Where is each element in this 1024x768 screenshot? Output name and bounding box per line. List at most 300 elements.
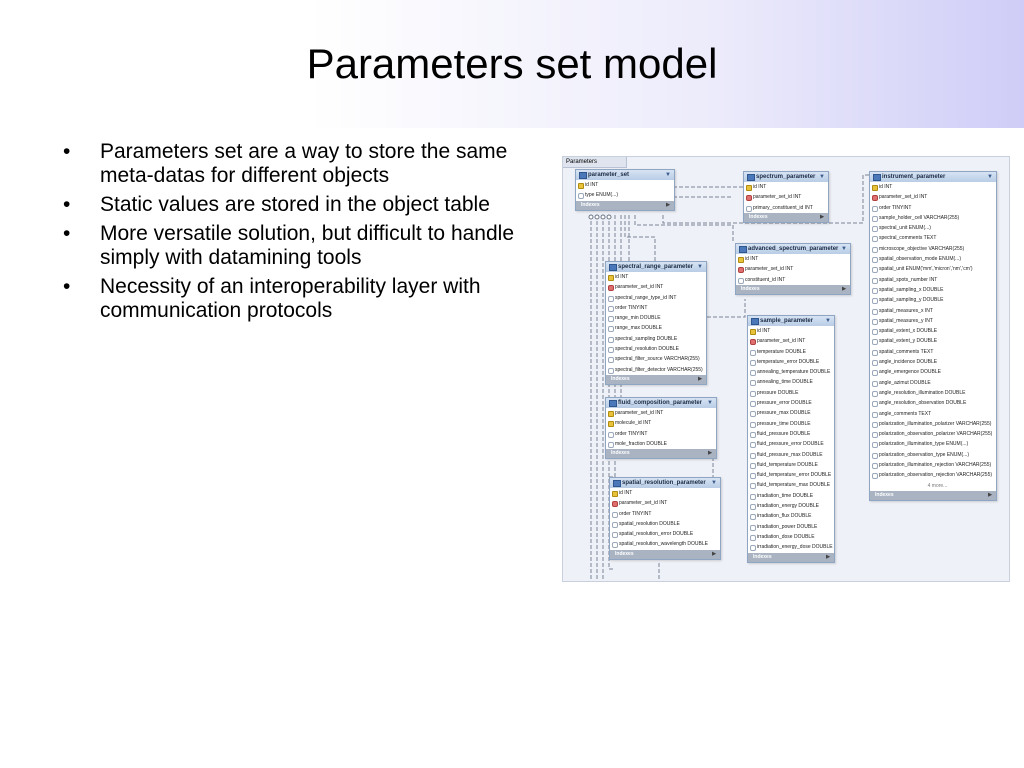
table-name: spectral_range_parameter	[618, 264, 694, 270]
column-row[interactable]	[870, 254, 996, 264]
column-row[interactable]	[606, 354, 706, 364]
table-header[interactable]	[748, 316, 834, 326]
column-text: angle_resolution_observation DOUBLE	[879, 400, 967, 407]
column-row[interactable]	[870, 336, 996, 346]
bullet-text: Necessity of an interoperability layer with communication protocols	[100, 275, 481, 322]
column-icon	[872, 401, 878, 407]
column-row[interactable]	[748, 347, 834, 357]
table-menu-chevron-icon[interactable]: ▼	[665, 172, 671, 178]
table-name: spectrum_parameter	[756, 174, 816, 180]
column-row[interactable]	[748, 501, 834, 511]
column-icon	[608, 432, 614, 438]
column-row[interactable]	[870, 481, 996, 491]
column-text: microscope_objective VARCHAR(255)	[879, 245, 965, 252]
column-text: parameter_set_id INT	[615, 284, 664, 291]
bullet-item	[60, 222, 540, 270]
column-row[interactable]	[870, 203, 996, 213]
column-icon	[750, 453, 756, 459]
table-menu-chevron-icon[interactable]: ▼	[987, 174, 993, 180]
foreign-key-icon	[612, 501, 618, 507]
column-row[interactable]	[748, 522, 834, 532]
table-menu-chevron-icon[interactable]: ▼	[707, 400, 713, 406]
column-icon	[608, 442, 614, 448]
column-icon	[872, 412, 878, 418]
column-row[interactable]	[748, 336, 834, 346]
column-icon	[750, 360, 756, 366]
column-icon	[872, 216, 878, 222]
table-header[interactable]	[606, 262, 706, 272]
table-menu-chevron-icon[interactable]: ▼	[819, 174, 825, 180]
column-row[interactable]	[748, 470, 834, 480]
foreign-key-icon	[746, 195, 752, 201]
table-icon	[609, 264, 617, 271]
primary-key-icon	[608, 275, 614, 281]
column-icon	[872, 350, 878, 356]
column-text: order TINYINT	[615, 430, 648, 437]
bullet-dot-icon: •	[63, 193, 71, 216]
column-text: fluid_temperature_max DOUBLE	[757, 482, 831, 489]
column-text: angle_incidence DOUBLE	[879, 359, 938, 366]
table-spectrum-parameter[interactable]	[743, 171, 829, 223]
expand-arrow-icon[interactable]: ▶	[826, 553, 830, 560]
column-icon	[872, 298, 878, 304]
indexes-label: Indexes	[753, 553, 772, 560]
column-icon	[612, 542, 618, 548]
column-icon	[608, 316, 614, 322]
primary-key-icon	[578, 183, 584, 189]
column-row[interactable]	[870, 316, 996, 326]
table-icon	[739, 246, 747, 253]
column-row[interactable]	[744, 182, 828, 192]
table-menu-chevron-icon[interactable]: ▼	[697, 264, 703, 270]
column-icon	[750, 411, 756, 417]
column-text: order TINYINT	[879, 204, 912, 211]
column-text: fluid_temperature_error DOUBLE	[757, 472, 832, 479]
bullet-text: More versatile solution, but difficult to handle simply with datamining tools	[100, 222, 515, 269]
column-text: 4 more...	[927, 482, 948, 489]
table-menu-chevron-icon[interactable]: ▼	[711, 480, 717, 486]
column-text: pressure_time DOUBLE	[757, 420, 811, 427]
table-name: fluid_composition_parameter	[618, 400, 703, 406]
column-text: pressure DOUBLE	[757, 389, 799, 396]
indexes-label: Indexes	[875, 491, 894, 498]
column-icon	[872, 463, 878, 469]
diagram-tab[interactable]: Parameters	[563, 157, 627, 168]
column-row[interactable]	[748, 388, 834, 398]
table-spectral-range-parameter[interactable]	[605, 261, 707, 385]
column-icon	[872, 370, 878, 376]
column-row[interactable]	[870, 306, 996, 316]
column-icon	[612, 532, 618, 538]
column-icon	[872, 453, 878, 459]
column-row[interactable]	[606, 429, 716, 439]
column-row[interactable]	[870, 429, 996, 439]
column-text: order TINYINT	[619, 510, 652, 517]
column-text: pressure_max DOUBLE	[757, 410, 811, 417]
column-text: spectral_range_type_id INT	[615, 294, 677, 301]
column-text: parameter_set_id INT	[879, 194, 928, 201]
bullet-item	[60, 193, 540, 217]
table-icon	[747, 174, 755, 181]
column-text: id INT	[615, 274, 629, 280]
column-row[interactable]	[748, 377, 834, 387]
column-icon	[608, 296, 614, 302]
column-icon	[872, 473, 878, 479]
er-diagram	[562, 156, 1010, 582]
column-icon	[750, 463, 756, 469]
column-text: irradiation_dose DOUBLE	[757, 533, 815, 540]
column-text: spectral_comments TEXT	[879, 235, 937, 242]
column-row[interactable]	[748, 429, 834, 439]
column-text: polarization_illumination_type ENUM(...)	[879, 441, 969, 448]
column-text: polarization_illumination_polarizer VARCHAR(255)	[879, 420, 992, 427]
column-row[interactable]	[748, 450, 834, 460]
bullet-text: Parameters set are a way to store the same meta-datas for different objects	[100, 140, 508, 187]
column-row[interactable]	[870, 213, 996, 223]
column-row[interactable]	[610, 539, 720, 549]
column-icon	[750, 494, 756, 500]
table-menu-chevron-icon[interactable]: ▼	[825, 318, 831, 324]
table-spatial-resolution-parameter[interactable]	[609, 477, 721, 560]
column-row[interactable]	[870, 388, 996, 398]
column-text: spatial_resolution_wavelength DOUBLE	[619, 541, 708, 548]
column-icon	[746, 206, 752, 212]
column-text: spatial_extent_x DOUBLE	[879, 328, 938, 335]
column-text: range_min DOUBLE	[615, 315, 661, 322]
column-text: angle_azimut DOUBLE	[879, 379, 931, 386]
column-row[interactable]	[576, 180, 674, 190]
column-row[interactable]	[870, 378, 996, 388]
indexes-label: Indexes	[611, 375, 630, 382]
column-icon	[612, 522, 618, 528]
column-text: fluid_pressure DOUBLE	[757, 430, 811, 437]
column-row[interactable]	[870, 439, 996, 449]
primary-key-icon	[750, 329, 756, 335]
bullet-text: Static values are stored in the object table	[100, 193, 490, 216]
column-row[interactable]	[606, 303, 706, 313]
column-row[interactable]	[870, 192, 996, 202]
indexes-label: Indexes	[615, 550, 634, 557]
primary-key-icon	[872, 185, 878, 191]
column-icon	[872, 329, 878, 335]
column-row[interactable]	[748, 357, 834, 367]
column-text: angle_emergence DOUBLE	[879, 369, 941, 376]
column-text: temperature_error DOUBLE	[757, 358, 820, 365]
table-sample-parameter[interactable]	[747, 315, 835, 563]
column-text: id INT	[753, 184, 767, 190]
column-row[interactable]	[870, 347, 996, 357]
column-text: spatial_comments TEXT	[879, 348, 934, 355]
column-icon	[750, 473, 756, 479]
column-row[interactable]	[748, 408, 834, 418]
column-text: spectral_resolution DOUBLE	[615, 346, 679, 353]
column-text: spatial_observation_mode ENUM(...)	[879, 256, 961, 263]
column-text: id INT	[619, 490, 633, 496]
column-row[interactable]	[610, 498, 720, 508]
table-fluid-composition-parameter[interactable]	[605, 397, 717, 459]
column-text: pressure_error DOUBLE	[757, 400, 812, 407]
relation-marker	[601, 215, 605, 219]
column-text: spatial_resolution_error DOUBLE	[619, 531, 694, 538]
table-header[interactable]	[870, 172, 996, 182]
expand-arrow-icon[interactable]: ▶	[712, 550, 716, 557]
column-text: fluid_temperature DOUBLE	[757, 461, 818, 468]
column-text: range_max DOUBLE	[615, 325, 662, 332]
table-name: advanced_spectrum_parameter	[748, 246, 839, 252]
column-icon	[872, 381, 878, 387]
column-icon	[750, 401, 756, 407]
column-row[interactable]	[748, 460, 834, 470]
column-text: spatial_unit ENUM('mm','micron','nm','cm')	[879, 266, 973, 273]
column-row[interactable]	[610, 529, 720, 539]
relation-marker	[595, 215, 599, 219]
column-text: type ENUM(...)	[585, 192, 619, 199]
column-row[interactable]	[606, 408, 716, 418]
table-name: spatial_resolution_parameter	[622, 480, 706, 486]
column-row[interactable]	[748, 326, 834, 336]
column-text: spatial_extent_y DOUBLE	[879, 338, 938, 345]
bullet-dot-icon: •	[63, 222, 71, 245]
column-icon	[750, 525, 756, 531]
column-row[interactable]	[606, 418, 716, 428]
column-icon	[608, 337, 614, 343]
column-row[interactable]	[610, 488, 720, 498]
expand-arrow-icon[interactable]: ▶	[842, 285, 846, 292]
bullet-dot-icon: •	[63, 140, 71, 163]
column-row[interactable]	[610, 509, 720, 519]
bullet-dot-icon: •	[63, 275, 71, 298]
column-text: parameter_set_id INT	[745, 266, 794, 273]
foreign-key-icon	[750, 339, 756, 345]
column-row[interactable]	[870, 244, 996, 254]
column-row[interactable]	[870, 367, 996, 377]
column-row[interactable]	[870, 419, 996, 429]
column-row[interactable]	[870, 357, 996, 367]
column-icon	[872, 288, 878, 294]
column-icon	[750, 391, 756, 397]
column-row[interactable]	[736, 264, 850, 274]
column-text: irradiation_energy_dose DOUBLE	[757, 544, 833, 551]
column-text: spatial_measures_y INT	[879, 317, 933, 324]
expand-arrow-icon[interactable]: ▶	[666, 201, 670, 208]
column-icon	[608, 368, 614, 374]
column-row[interactable]	[606, 344, 706, 354]
column-row[interactable]	[870, 295, 996, 305]
column-icon	[750, 442, 756, 448]
column-row[interactable]	[744, 192, 828, 202]
column-row[interactable]	[606, 272, 706, 282]
indexes-footer[interactable]	[748, 553, 834, 562]
column-row[interactable]	[870, 233, 996, 243]
column-text: polarization_illumination_rejection VARCHAR(255)	[879, 462, 992, 469]
column-icon	[872, 391, 878, 397]
table-icon	[613, 480, 621, 487]
bullet-item	[60, 140, 540, 188]
column-row[interactable]	[610, 519, 720, 529]
column-icon	[608, 357, 614, 363]
column-icon	[872, 442, 878, 448]
column-row[interactable]	[870, 223, 996, 233]
primary-key-icon	[612, 491, 618, 497]
column-row[interactable]	[870, 285, 996, 295]
column-text: spatial_spots_number INT	[879, 276, 938, 283]
column-row[interactable]	[748, 398, 834, 408]
column-icon	[750, 535, 756, 541]
table-instrument-parameter[interactable]	[869, 171, 997, 501]
column-icon	[750, 514, 756, 520]
primary-key-icon	[738, 257, 744, 263]
table-header[interactable]	[576, 170, 674, 180]
column-text: fluid_pressure_max DOUBLE	[757, 451, 823, 458]
column-text: molecule_id INT	[615, 420, 652, 427]
column-text: temperature DOUBLE	[757, 348, 806, 355]
column-text: annealing_time DOUBLE	[757, 379, 813, 386]
column-icon	[872, 257, 878, 263]
table-parameter-set[interactable]	[575, 169, 675, 211]
column-row[interactable]	[748, 511, 834, 521]
relation-line	[635, 215, 733, 243]
column-row[interactable]	[606, 313, 706, 323]
column-icon	[872, 360, 878, 366]
indexes-label: Indexes	[611, 450, 630, 457]
primary-key-icon	[608, 411, 614, 417]
table-icon	[579, 172, 587, 179]
column-row[interactable]	[606, 365, 706, 375]
indexes-footer[interactable]	[610, 550, 720, 559]
table-header[interactable]	[744, 172, 828, 182]
column-icon	[872, 432, 878, 438]
column-text: fluid_pressure_error DOUBLE	[757, 441, 824, 448]
column-text: polarization_observation_rejection VARCHAR(255)	[879, 472, 993, 479]
column-row[interactable]	[748, 532, 834, 542]
expand-arrow-icon[interactable]: ▶	[698, 375, 702, 382]
column-text: polarization_observation_polarizer VARCHAR(255)	[879, 431, 993, 438]
table-icon	[609, 400, 617, 407]
slide-title: Parameters set model	[306, 40, 718, 87]
table-menu-chevron-icon[interactable]: ▼	[841, 246, 847, 252]
column-text: irradiation_power DOUBLE	[757, 523, 818, 530]
column-row[interactable]	[870, 398, 996, 408]
table-icon	[873, 174, 881, 181]
column-text: primary_constituent_id INT	[753, 204, 813, 211]
column-text: sample_holder_cell VARCHAR(255)	[879, 214, 960, 221]
table-header[interactable]	[736, 244, 850, 254]
column-icon	[750, 422, 756, 428]
column-icon	[750, 504, 756, 510]
column-icon	[872, 206, 878, 212]
column-row[interactable]	[870, 470, 996, 480]
indexes-footer[interactable]	[606, 449, 716, 458]
column-row[interactable]	[870, 182, 996, 192]
column-icon	[872, 309, 878, 315]
column-row[interactable]	[736, 254, 850, 264]
column-icon	[872, 278, 878, 284]
table-icon	[751, 318, 759, 325]
column-row[interactable]	[748, 542, 834, 552]
column-row[interactable]	[870, 450, 996, 460]
column-row[interactable]	[606, 334, 706, 344]
column-text: spatial_measures_x INT	[879, 307, 933, 314]
column-row[interactable]	[748, 491, 834, 501]
column-row[interactable]	[870, 264, 996, 274]
table-header[interactable]	[606, 398, 716, 408]
column-text: order TINYINT	[615, 304, 648, 311]
column-row[interactable]	[870, 275, 996, 285]
column-icon	[578, 193, 584, 199]
indexes-footer[interactable]	[606, 375, 706, 384]
column-icon	[750, 350, 756, 356]
column-row[interactable]	[606, 282, 706, 292]
primary-key-icon	[746, 185, 752, 191]
table-header[interactable]	[610, 478, 720, 488]
table-name: parameter_set	[588, 172, 630, 178]
column-row[interactable]	[748, 367, 834, 377]
expand-arrow-icon[interactable]: ▶	[988, 491, 992, 498]
column-text: spatial_sampling_x DOUBLE	[879, 286, 944, 293]
column-icon	[872, 236, 878, 242]
bullet-item	[60, 275, 540, 323]
column-text: spectral_filter_detector VARCHAR(255)	[615, 366, 703, 373]
bullet-list	[60, 140, 540, 328]
column-text: parameter_set_id INT	[619, 500, 668, 507]
column-icon	[872, 226, 878, 232]
column-text: annealing_temperature DOUBLE	[757, 369, 831, 376]
column-text: irradiation_flux DOUBLE	[757, 513, 812, 520]
column-text: id INT	[879, 184, 893, 190]
column-icon	[738, 278, 744, 284]
column-text: angle_comments TEXT	[879, 410, 932, 417]
column-text: id INT	[757, 328, 771, 334]
column-row[interactable]	[736, 275, 850, 285]
column-icon	[608, 326, 614, 332]
column-row[interactable]	[748, 419, 834, 429]
column-row[interactable]	[870, 460, 996, 470]
column-icon	[608, 347, 614, 353]
column-row[interactable]	[606, 439, 716, 449]
column-row[interactable]	[744, 203, 828, 213]
foreign-key-icon	[872, 195, 878, 201]
table-name: sample_parameter	[760, 318, 814, 324]
column-icon	[612, 512, 618, 518]
column-icon	[872, 319, 878, 325]
column-row[interactable]	[748, 439, 834, 449]
column-icon	[872, 339, 878, 345]
column-text: angle_resolution_illumination DOUBLE	[879, 389, 966, 396]
column-icon	[750, 545, 756, 551]
column-text: id INT	[585, 182, 599, 188]
table-advanced-spectrum-parameter[interactable]	[735, 243, 851, 295]
expand-arrow-icon[interactable]: ▶	[820, 213, 824, 220]
indexes-label: Indexes	[581, 201, 600, 208]
column-row[interactable]	[606, 323, 706, 333]
column-row[interactable]	[606, 293, 706, 303]
column-row[interactable]	[576, 190, 674, 200]
indexes-footer[interactable]	[744, 213, 828, 222]
column-row[interactable]	[870, 409, 996, 419]
indexes-footer[interactable]	[576, 201, 674, 210]
column-text: spectral_unit ENUM(...)	[879, 225, 931, 232]
indexes-footer[interactable]	[736, 285, 850, 294]
indexes-footer[interactable]	[870, 491, 996, 500]
column-text: id INT	[745, 256, 759, 262]
column-row[interactable]	[748, 480, 834, 490]
foreign-key-icon	[608, 285, 614, 291]
column-text: parameter_set_id INT	[615, 410, 664, 416]
column-icon	[872, 267, 878, 273]
column-row[interactable]	[870, 326, 996, 336]
indexes-label: Indexes	[741, 285, 760, 292]
expand-arrow-icon[interactable]: ▶	[708, 450, 712, 457]
